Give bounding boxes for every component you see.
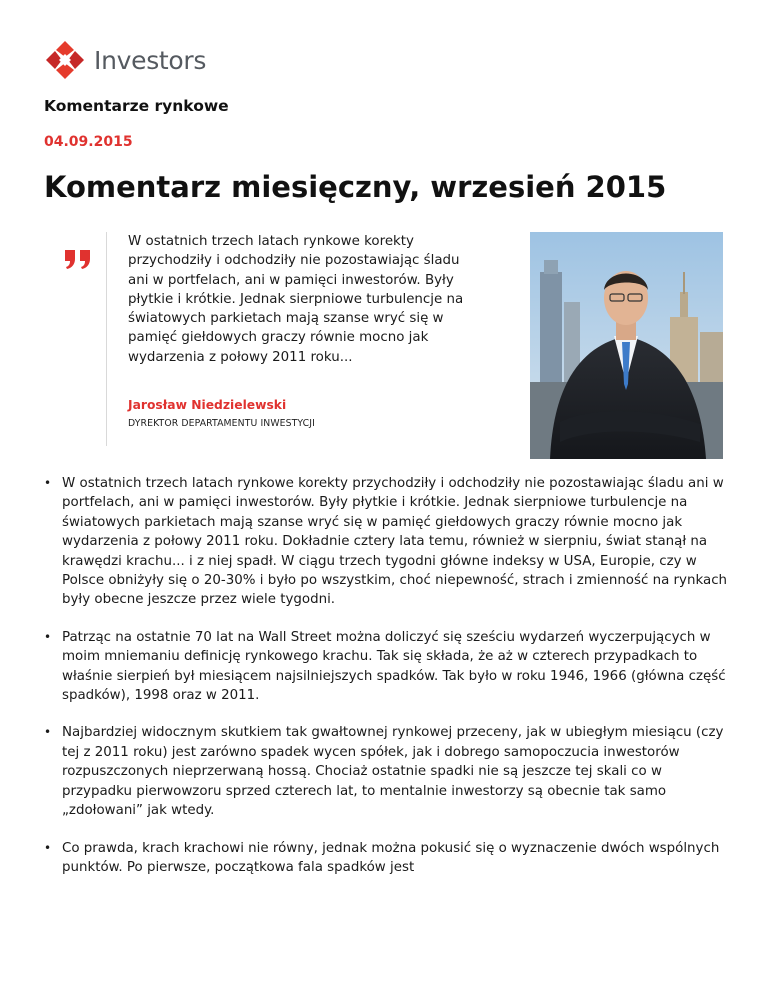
pull-quote: W ostatnich trzech latach rynkowe korekty przychodziły i odchodziły nie pozostawiając śladu ani w portfelach, ani w pamięci inwestorów. Były płytkie i krótkie. Jednak sierpniowe turbulencje na światowych parkietach mają szanse wryć się w pamięć giełdowych graczy równie mocno jak wydarzenia z połowy 2011 roku... [128,234,464,365]
list-item-text: Najbardziej widocznym skutkiem tak gwałtownej rynkowej przeceny, jak w ubiegłym miesiącu (czy tej z 2011 roku) jest zarówno spadek wycen spółek, jak i dobrego samopoczucia inwestorów rozpuszczonych nieprzerwaną hossą. Chociaż ostatnie spadki nie są jeszcze tej skali co w przypadku pierwowzoru sprzed czterech lat, to mentalnie inwestorzy są obecnie tak samo „zdołowani” jak wtedy. [62,725,724,819]
section-label: Komentarze rynkowe [44,97,229,115]
investors-logo-icon [44,40,86,80]
page-title: Komentarz miesięczny, wrzesień 2015 [44,170,667,204]
quote-divider [106,232,107,446]
list-item-text: Co prawda, krach krachowi nie równy, jednak można pokusić się o wyznaczenie dwóch wspólnych punktów. Po pierwsze, początkowa fala spadków jest [62,840,720,875]
author-photo [530,232,723,459]
list-item [44,839,734,878]
publication-date: 04.09.2015 [44,134,133,150]
quote-mark-icon [64,224,92,278]
list-item [44,723,734,820]
list-item [44,628,734,706]
author-role: DYREKTOR DEPARTAMENTU INWESTYCJI [128,418,315,429]
author-name: Jarosław Niedzielewski [128,398,287,412]
bullet-dot: • [44,629,52,644]
bullet-dot: • [44,840,52,855]
investors-logo[interactable] [44,40,206,80]
list-item [44,474,734,610]
list-item-text: W ostatnich trzech latach rynkowe korekty przychodziły i odchodziły nie pozostawiając śladu ani w portfelach, ani w pamięci inwestorów. Były płytkie i krótkie. Jednak sierpniowe turbulencje na światowych parkietach mają szanse wryć się w pamięć giełdowych graczy równie mocno jak wydarzenia z połowy 2011 roku. Dokładnie cztery lata temu, również w sierpniu, świat stanął na krawędzi krachu... i z niej spadł. W ciągu trzech tygodni główne indeksy w USA, Europie, czy w Polsce obniżyły się o 20-30% i było po wszystkim, choć niepewność, strach i zmienność na rynkach były obecne jeszcze przez wiele tygodni. [62,476,728,608]
bullet-list [44,474,734,895]
bullet-dot: • [44,725,52,740]
logo-wordmark: Investors [94,45,207,75]
list-item-text: Patrząc na ostatnie 70 lat na Wall Street można doliczyć się sześciu wydarzeń wyczerpujących w moim mniemaniu definicję rynkowego krachu. Tak się składa, że aż w czterech przypadkach to właśnie sierpień był miesiącem najsilniejszych spadków. Tak było w roku 1946, 1966 (główna część spadków), 1998 oraz w 2011. [62,629,726,704]
bullet-dot: • [44,476,52,490]
